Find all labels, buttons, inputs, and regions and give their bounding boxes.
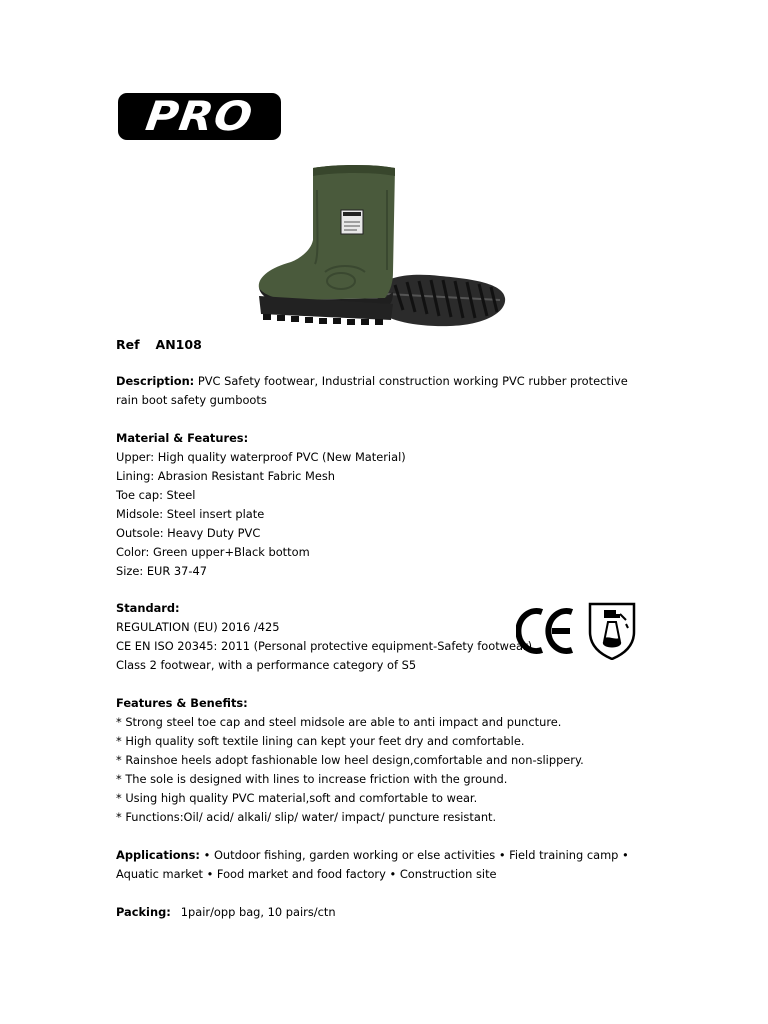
feature-item: * The sole is designed with lines to increase friction with the ground. xyxy=(116,772,508,786)
applications-section xyxy=(116,846,656,884)
feature-item: * High quality soft textile lining can kept your feet dry and comfortable. xyxy=(116,734,525,748)
description-section xyxy=(116,372,646,410)
applications-text: • Outdoor fishing, garden working or else activities • Field training camp • Aquatic market • Food market and food factory • Construction site xyxy=(116,848,629,881)
feature-item: * Rainshoe heels adopt fashionable low heel design,comfortable and non-slippery. xyxy=(116,753,584,767)
material-line: Midsole: Steel insert plate xyxy=(116,507,265,521)
ref-value: AN108 xyxy=(155,337,202,352)
feature-item: * Using high quality PVC material,soft and comfortable to wear. xyxy=(116,791,478,805)
description-label: Description: xyxy=(116,374,195,388)
packing-section xyxy=(116,903,656,922)
feature-item: * Strong steel toe cap and steel midsole are able to anti impact and puncture. xyxy=(116,715,562,729)
material-line: Outsole: Heavy Duty PVC xyxy=(116,526,261,540)
standard-line: CE EN ISO 20345: 2011 (Personal protective equipment-Safety footwear) xyxy=(116,639,533,653)
feature-item: * Functions:Oil/ acid/ alkali/ slip/ water/ impact/ puncture resistant. xyxy=(116,810,497,824)
description-text: PVC Safety footwear, Industrial construction working PVC rubber protective rain boot safety gumboots xyxy=(116,374,628,407)
material-line: Toe cap: Steel xyxy=(116,488,196,502)
material-line: Lining: Abrasion Resistant Fabric Mesh xyxy=(116,469,336,483)
packing-text: 1pair/opp bag, 10 pairs/ctn xyxy=(180,905,336,919)
material-section xyxy=(116,429,656,581)
boot-sole-view xyxy=(377,275,505,326)
ref-line xyxy=(116,335,656,354)
material-line: Size: EUR 37-47 xyxy=(116,564,208,578)
packing-label: Packing: xyxy=(116,905,171,919)
ref-label: Ref xyxy=(116,337,140,352)
standard-heading: Standard: xyxy=(116,601,180,615)
pro-logo xyxy=(118,93,281,140)
logo-text: PRO xyxy=(142,92,257,140)
ce-mark-icon xyxy=(518,611,572,651)
applications-label: Applications: xyxy=(116,848,200,862)
material-line: Color: Green upper+Black bottom xyxy=(116,545,310,559)
boot-shaft xyxy=(259,165,395,325)
features-section xyxy=(116,694,656,827)
standard-line: REGULATION (EU) 2016 /425 xyxy=(116,620,280,634)
boot-product-image xyxy=(255,160,510,330)
certification-marks xyxy=(516,602,641,660)
features-heading: Features & Benefits: xyxy=(116,696,248,710)
chemical-protection-icon xyxy=(590,604,634,659)
material-line: Upper: High quality waterproof PVC (New Material) xyxy=(116,450,406,464)
material-heading: Material & Features: xyxy=(116,431,249,445)
standard-line: Class 2 footwear, with a performance category of S5 xyxy=(116,658,417,672)
